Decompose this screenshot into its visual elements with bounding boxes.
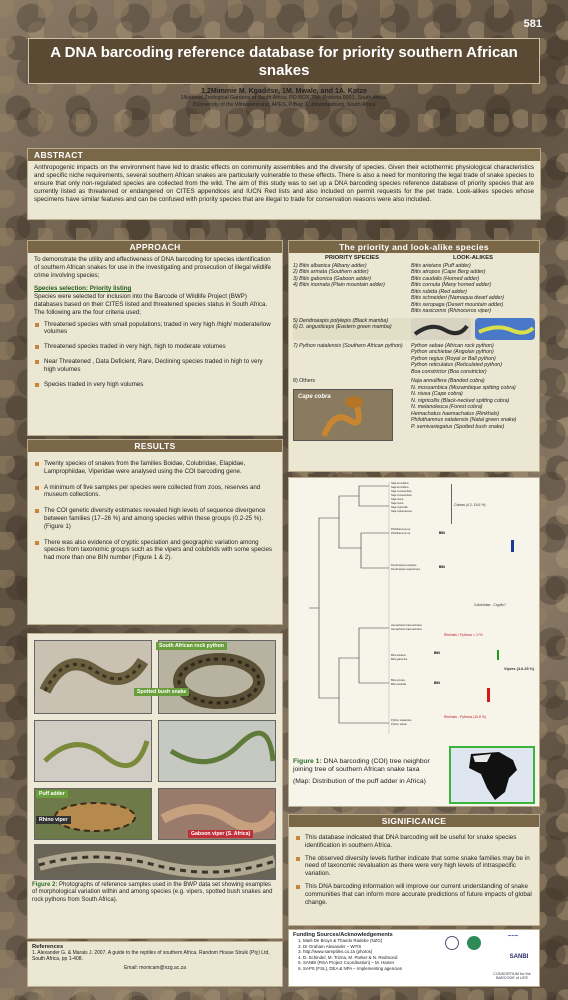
figure-2-caption <box>32 882 276 904</box>
list-item: Python regius (Royal or Ball python) <box>411 355 496 362</box>
logo-consortium: CONSORTIUM for the BARCODE of LIFE <box>493 972 531 980</box>
bush-snake-photo-1 <box>34 720 152 782</box>
page-number: 581 <box>523 18 542 30</box>
list-item: P. semivariegatus (Spotted bush snake) <box>411 423 505 430</box>
list-item: Near Threatened , Data Deficient, Rare, Declining species traded in high to very high volumes <box>34 358 276 374</box>
list-item: 7) Python natalensis (Southern African python) <box>293 342 403 349</box>
list-item: Bitis schneideri (Namaqua dwarf adder) <box>411 295 505 301</box>
species-group-bitis <box>293 263 535 315</box>
list-item: 1. Marli De Bruyn & Thando Radebe (NZG) <box>303 938 443 944</box>
svg-text:Naja nigricollis: Naja nigricollis <box>391 506 408 509</box>
criteria-list <box>34 321 276 389</box>
list-item: Bitis rubida (Red adder) <box>411 288 467 295</box>
list-item: This database indicated that DNA barcoding will be useful for snake species identification in southern Africa. <box>295 834 533 850</box>
priority-heading: The priority and look-alike species <box>289 241 539 253</box>
bin-label: BIN <box>439 531 445 535</box>
approach-intro: To demonstrate the utility and effectiveness of DNA barcoding for species identification of southern African snakes for use in the investigating and prosecution of illegal wildlife crime involving species; <box>34 256 271 279</box>
svg-text:Naja nivea: Naja nivea <box>391 502 404 505</box>
bin-label: BIN <box>434 681 440 685</box>
figure-1-caption <box>293 758 438 786</box>
svg-text:Naja nivea: Naja nivea <box>391 498 404 501</box>
clade-label-colubridae: Colubridae - Cryptic? <box>474 603 506 607</box>
logo-2 <box>467 936 481 950</box>
priority-col-header: PRIORITY SPECIES <box>324 255 379 261</box>
figure-2-text: Photographs of reference samples used in the BWP data set showing examples of morphological variation within and among species (e.g. vipers, spotted bush snakes and rock pythons from South Africa). <box>32 882 273 903</box>
list-item: Species traded in very high volumes <box>34 381 276 389</box>
approach-heading: APPROACH <box>28 241 282 253</box>
list-item: N. nivea (Cape cobra) <box>411 391 463 397</box>
list-item: Naja annulifera (Banded cobra) <box>411 378 485 384</box>
list-item: 4. D. Schindel, M. Trizna, M. Parker & N. Redmond <box>303 955 443 961</box>
cape-cobra-photo <box>293 389 393 441</box>
svg-text:Python natalensis: Python natalensis <box>391 719 412 722</box>
list-item: Bitis caudalis (Horned adder) <box>411 275 480 282</box>
list-item: The COI genetic diversity estimates revealed high levels of sequence divergence between families (17–26 %) and among species within these groups (0.2-25 %). (Figure 1) <box>34 507 276 530</box>
list-item: Python reticulatus (Reticulated python) <box>411 362 502 368</box>
tree-panel <box>288 477 540 807</box>
authors: 1,2Mimmie M. Kgaditse, 1M. Mwale, and 1A. Kotze <box>201 88 367 95</box>
svg-text:Dendroaspis polylepis: Dendroaspis polylepis <box>391 564 417 567</box>
species-group-mamba <box>293 318 535 340</box>
svg-text:Dendroaspis angusticeps: Dendroaspis angusticeps <box>391 568 421 571</box>
list-item: Python sebae (African rock python) <box>411 342 494 349</box>
list-item: Bitis xeropaga (Desert mountain adder) <box>411 301 504 308</box>
list-item: Hemachatus haemachatus (Rinkhals) <box>411 410 500 417</box>
list-item: The observed diversity levels further indicate that some snake families may be in need of taxonomic revaluation as there were very high levels of intraspecific variation. <box>295 855 533 878</box>
list-item: 5. SANBI (RSA Project Coordination) – M. Hamer <box>303 960 443 966</box>
label-bush-snake: Spotted bush snake <box>134 688 189 696</box>
results-panel <box>27 439 283 625</box>
references-heading: References <box>32 944 64 950</box>
list-item: Bitis cornuta (Many horned adder) <box>411 282 492 288</box>
abstract-heading: ABSTRACT <box>28 149 540 161</box>
list-item: 2) Bitis armata (Southern adder) <box>293 269 369 275</box>
references-panel <box>27 941 283 987</box>
poster-title: A DNA barcoding reference database for priority southern African snakes <box>28 38 540 84</box>
authors-block <box>0 88 568 109</box>
label-puff-adder: Puff adder <box>36 790 68 798</box>
logo-1 <box>445 936 459 950</box>
svg-text:Naja annulifera: Naja annulifera <box>391 482 409 485</box>
significance-panel <box>288 814 540 926</box>
svg-text:Bitis armata: Bitis armata <box>391 679 405 682</box>
clade-label-vipers: Vipers (4.6-25 %) <box>504 667 535 671</box>
svg-text:Naja melanoleuca: Naja melanoleuca <box>391 510 412 513</box>
label-gaboon-viper: Gaboon viper (S. Africa) <box>188 830 253 838</box>
python-photo-1 <box>34 640 152 714</box>
significance-heading: SIGNIFICANCE <box>289 815 539 827</box>
list-item: Bitis nasicornis (Rhinoceros viper) <box>411 308 492 314</box>
funding-list <box>293 938 443 972</box>
reference-text: 1. Alexander G. & Marais J. 2007. A guide to the reptiles of southern Africa. Random House Struik (Pty) Ltd, South Africa, pp 1-408. <box>32 950 270 963</box>
approach-subheading: Species selection: Priority listing <box>34 285 132 293</box>
cape-cobra-label: Cape cobra <box>298 393 331 400</box>
svg-text:Naja annulifera: Naja annulifera <box>391 486 409 489</box>
clade-label-rinkhals-pythons: Rinkhals / Pythons < 17% <box>444 633 483 637</box>
list-item: There was also evidence of cryptic speciation and geographic variation among species from taxonomic groups such as the vipers and colubrids with some species had more than one BIN number (Figure 1 & 2). <box>34 539 276 562</box>
funding-heading: Funding Sources/Acknowledgements <box>293 932 393 938</box>
list-item: 8) Others <box>293 378 316 384</box>
list-item: Threatened species traded in very high, high to moderate volumes <box>34 343 276 351</box>
green-mamba-photo <box>475 318 535 340</box>
bush-snake-photo-2 <box>158 720 276 782</box>
logo-3: ~~~ <box>507 934 519 940</box>
rhino-viper-photo <box>34 844 276 880</box>
list-item: A minimum of five samples per species were collected from zoos, reserves and museum collections. <box>34 484 276 500</box>
clade-label-cobras: Cobras (4.2- 15.6 %) <box>454 503 486 507</box>
approach-sub-text: Species were selected for inclusion into the Barcode of Wildlife Project (BWP) databases based on their CITES listed and threatened species status in South Africa. The following are the four criteria used; <box>34 293 268 316</box>
figure-1-label: Figure 1: <box>293 758 322 765</box>
figure-1-map-note: (Map: Distribution of the puff adder in Africa) <box>293 778 426 785</box>
svg-text:Hemachatus haemachatus: Hemachatus haemachatus <box>391 628 422 631</box>
species-group-others <box>293 378 535 441</box>
svg-text:Bitis caudalis: Bitis caudalis <box>391 683 407 686</box>
species-group-python <box>293 343 535 376</box>
list-item: 6) D. angusticeps (Eastern green mamba) <box>293 324 392 330</box>
list-item: 3) Bitis gabonica (Gaboon adder) <box>293 275 372 282</box>
abstract-panel <box>27 148 541 220</box>
mamba-photo <box>411 318 471 340</box>
affiliation-2: 2University of the Witwatersrand, APES, P/Bag 3, Johannesburg, South Africa <box>192 102 376 108</box>
list-item: Bitis arietans (Puff adder) <box>411 262 471 269</box>
svg-text:Naja mossambica: Naja mossambica <box>391 490 412 493</box>
list-item: Python anchietae (Angolan python) <box>411 349 494 355</box>
svg-text:Philothamnus sp.: Philothamnus sp. <box>391 532 411 535</box>
list-item: 1) Bitis albanica (Albany adder) <box>293 262 367 269</box>
list-item: Boa constrictor (Boa constrictor) <box>411 368 487 375</box>
svg-text:Philothamnus sp.: Philothamnus sp. <box>391 528 411 531</box>
list-item: 5) Dendroaspis polylepis (Black mamba) <box>293 317 389 324</box>
list-item: Twenty species of snakes from the families Boidae, Colubridae, Elapidae, Lamprophiidae, Viperidae were analysed using the COI barcoding gene. <box>34 460 276 476</box>
list-item: N. mossambica (Mozambique spitting cobra) <box>411 384 516 391</box>
bin-label: BIN <box>434 651 440 655</box>
list-item: 2. Dr Graham Alexander – WITS <box>303 944 443 950</box>
logo-sanbi: SANBI <box>509 954 529 960</box>
figure-1-text: DNA barcoding (COI) tree neighbor joining tree of southern African snake taxa <box>293 758 430 773</box>
list-item: Bitis atropos (Cape Berg adder) <box>411 269 486 275</box>
lookalike-col-header: LOOK-ALIKES <box>453 255 493 261</box>
significance-list <box>295 834 533 906</box>
figure-2-label: Figure 2: <box>32 882 58 888</box>
africa-map <box>449 746 535 804</box>
list-item: 4) Bitis inornata (Plain mountain adder) <box>293 282 385 288</box>
list-item: N. melanoleuca (Forest cobra) <box>411 404 483 410</box>
phylogenetic-tree <box>289 478 539 740</box>
funding-panel <box>288 929 540 987</box>
list-item: 6. SAPS (FSL), DEA & NPA – Implementing agencies <box>303 966 443 972</box>
label-rhino-viper: Rhino viper <box>36 816 71 824</box>
list-item: 3. http://www.sareptiles.co.za (photos) <box>303 949 443 955</box>
svg-text:Bitis arietans: Bitis arietans <box>391 654 406 657</box>
list-item: Philothamnus natalensis (Natal green snake) <box>411 417 517 423</box>
priority-panel <box>288 240 540 472</box>
svg-text:Hemachatus haemachatus: Hemachatus haemachatus <box>391 624 422 627</box>
clade-label-rinkhals-pythons-2: Rinkhals - Pythons (10.8 %) <box>444 715 487 719</box>
svg-text:Python sebae: Python sebae <box>391 723 407 726</box>
approach-panel <box>27 240 283 436</box>
svg-text:Naja mossambica: Naja mossambica <box>391 494 412 497</box>
abstract-text: Anthropogenic impacts on the environment have led to drastic effects on community assemblies and the diversity of species. Given their ectothermic physiological characteristics and specific niche requirements, several southern African snakes are particularly vulnerable to these effects. There is also a need for monitoring the legal trade of snake species to ensure that only non-regulated species are collected from the wild. The aim of this study was to set up a DNA barcoding species reference database of priority species that are currently listed as threatened or endangered on CITES appendices and IUCN Red lists and also included on permit requests for the pet trade. Look-alikes species whose specimens have similar features and can be confused with priority species that are illegal to trade for conservation reasons were also included. <box>34 164 534 203</box>
results-heading: RESULTS <box>28 440 282 452</box>
svg-text:Bitis gabonica: Bitis gabonica <box>391 658 408 661</box>
list-item: This DNA barcoding information will improve our current understanding of snake communities that can inform more accurate predictions of future impacts of global change. <box>295 883 533 906</box>
python-photo-2 <box>158 640 276 714</box>
list-item: Threatened species with small populations; traded in very high /high/ moderate/low volumes <box>34 321 276 337</box>
results-list <box>34 460 276 562</box>
affiliation-1: 1National Zoological Gardens of South Africa, PO BOX 754, Pretoria 0001, South Africa. <box>180 95 388 101</box>
photos-panel <box>27 633 283 939</box>
label-rock-python: South African rock python <box>156 642 227 650</box>
list-item: N. nigricollis (Black-necked spitting cobra) <box>411 397 510 404</box>
bin-label: BIN <box>439 565 445 569</box>
contact-email: Email: monicam@nzg.ac.za <box>123 965 187 972</box>
